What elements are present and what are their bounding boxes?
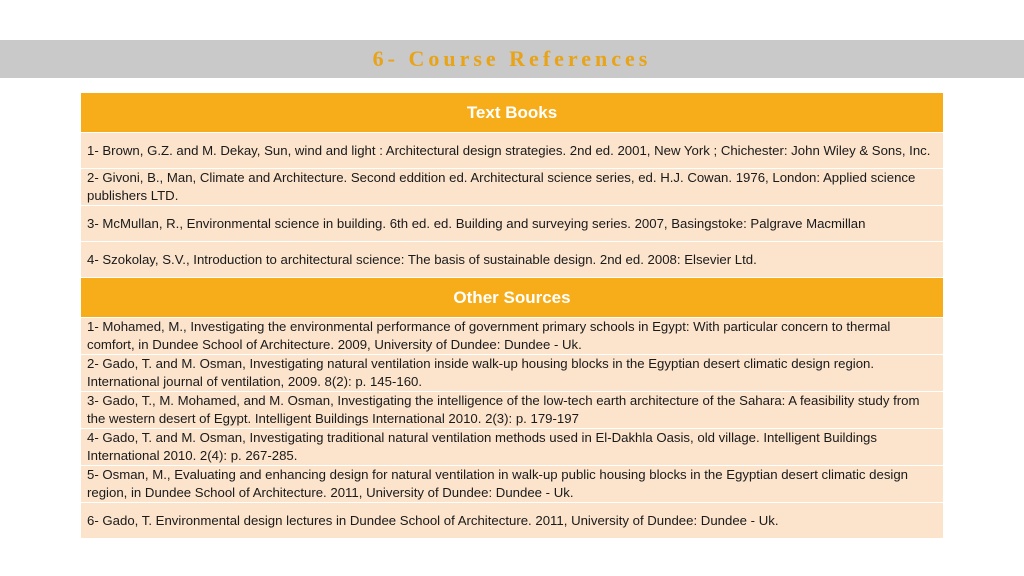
reference-item: 1- Mohamed, M., Investigating the environmental performance of government primary schools in Egypt: With particular concern to thermal comfort, in Dundee School of Architecture. 2009, University of Dundee: Dundee - Uk. — [81, 318, 944, 355]
reference-item: 5- Osman, M., Evaluating and enhancing design for natural ventilation in walk-up public housing blocks in the Egyptian desert climatic design region, in Dundee School of Architecture. 2011, University of Dundee: Dundee - Uk. — [81, 466, 944, 503]
reference-item: 4- Gado, T. and M. Osman, Investigating traditional natural ventilation methods used in El-Dakhla Oasis, old village. Intelligent Buildings International 2010. 2(4): p. 267-285. — [81, 429, 944, 466]
reference-item: 6- Gado, T. Environmental design lectures in Dundee School of Architecture. 2011, University of Dundee: Dundee - Uk. — [81, 503, 944, 539]
slide-title: 6- Course References — [372, 46, 652, 71]
text-books-heading: Text Books — [81, 93, 944, 133]
table-row — [81, 392, 944, 429]
table-row — [81, 169, 944, 206]
references-table — [80, 92, 944, 539]
other-sources-heading: Other Sources — [81, 278, 944, 318]
table-row — [81, 466, 944, 503]
table-row — [81, 133, 944, 169]
reference-item: 3- Gado, T., M. Mohamed, and M. Osman, Investigating the intelligence of the low-tech earth architecture of the Sahara: A feasibility study from the western desert of Egypt. Intelligent Buildings International 2010. 2(3): p. 179-197 — [81, 392, 944, 429]
table-row — [81, 503, 944, 539]
section-header-row — [81, 278, 944, 318]
table-row — [81, 206, 944, 242]
reference-item: 1- Brown, G.Z. and M. Dekay, Sun, wind and light : Architectural design strategies. 2nd ed. 2001, New York ; Chichester: John Wiley & Sons, Inc. — [81, 133, 944, 169]
reference-item: 2- Givoni, B., Man, Climate and Architecture. Second eddition ed. Architectural science series, ed. H.J. Cowan. 1976, London: Applied science publishers LTD. — [81, 169, 944, 206]
title-bar — [0, 40, 1024, 78]
reference-item: 2- Gado, T. and M. Osman, Investigating natural ventilation inside walk-up housing blocks in the Egyptian desert climatic design region. International journal of ventilation, 2009. 8(2): p. 145-160. — [81, 355, 944, 392]
table-row — [81, 242, 944, 278]
table-row — [81, 318, 944, 355]
section-header-row — [81, 93, 944, 133]
table-row — [81, 429, 944, 466]
reference-item: 4- Szokolay, S.V., Introduction to architectural science: The basis of sustainable design. 2nd ed. 2008: Elsevier Ltd. — [81, 242, 944, 278]
reference-item: 3- McMullan, R., Environmental science in building. 6th ed. ed. Building and surveying series. 2007, Basingstoke: Palgrave Macmillan — [81, 206, 944, 242]
table-row — [81, 355, 944, 392]
